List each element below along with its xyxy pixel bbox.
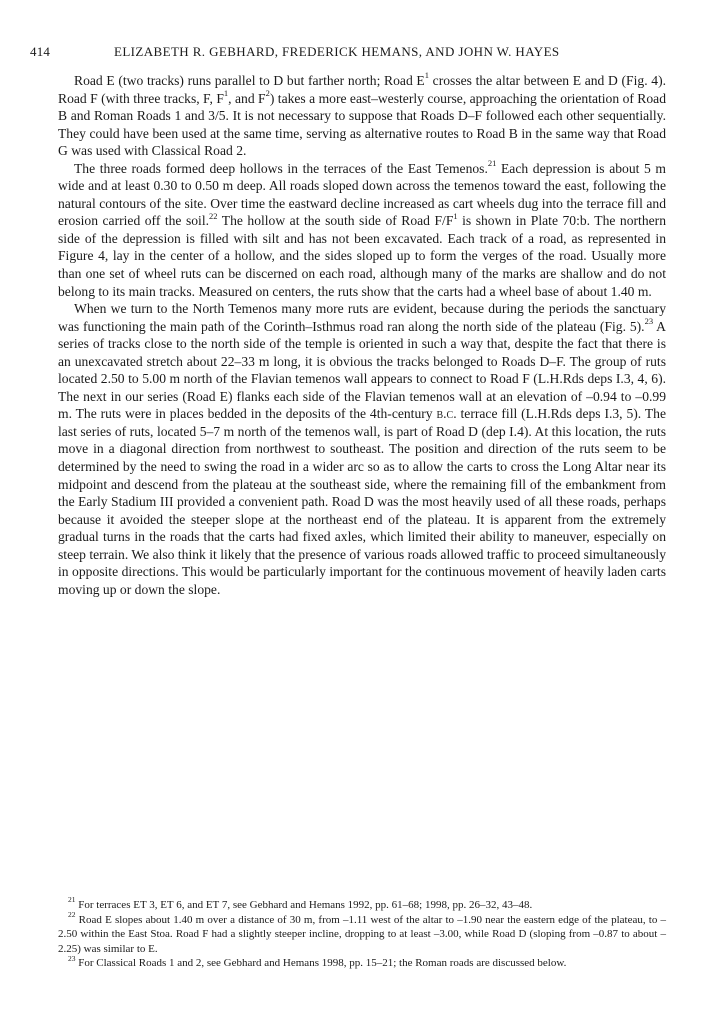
note-reference: 2 bbox=[265, 88, 270, 99]
footnote bbox=[58, 953, 666, 971]
note-reference: 1 bbox=[223, 88, 229, 99]
text-run: crosses the altar between E and D (Fig. 4). Road F (with three tracks, F, F bbox=[58, 73, 666, 106]
note-reference: 22 bbox=[209, 210, 218, 221]
page-number: 414 bbox=[30, 44, 51, 59]
text-run: ) takes a more east–westerly course, approaching the orientation of Road B and Roman Roads 1 and 3/5. It is not necessary to suppose that Roads D–F followed each other sequentially. They could have been used at the same time, serving as alternative routes to Road B in the same way that Road G was used with Classical Road 2. bbox=[58, 90, 666, 159]
note-reference: 21 bbox=[487, 158, 497, 169]
footnote bbox=[58, 909, 666, 957]
text-run: terrace fill (L.H.Rds deps I.3, 5). The last series of ruts, located 5–7 m north of the temenos wall, is part of Road D (dep I.4). At this location, the ruts move in a diagonal direction from northwest to southeast. The position and direction of the ruts seem to be determined by the need to swing the road in a wider arc so as to allow the carts to cross the Long Altar near its midpoint and descend from the plateau at the southeast side, where the remaining fill of the embankment from the Early Stadium III provided a convenient path. Road D was the most heavily used of all these roads, perhaps because it avoided the steeper slope at the northeast end of the plateau. It is apparent from the extremely gradual turns in the roads that the carts had fixed axles, which limited their ability to maneuver, especially on steep terrain. We also think it likely that the presence of various roads allowed traffic to proceed simultaneously in opposite directions. This would be particularly important for the continuous movement of heavily laden carts moving up or down the slope. bbox=[58, 406, 666, 597]
footnotes bbox=[58, 895, 666, 971]
running-head-authors: ELIZABETH R. GEBHARD, FREDERICK HEMANS, AND JOHN W. HAYES bbox=[114, 44, 560, 59]
note-reference: 1 bbox=[453, 210, 458, 221]
text-run: The hollow at the south side of Road F/F bbox=[217, 213, 454, 229]
text-run: is shown in Plate 70:b. The northern side of the depression is filled with silt and has not been excavated. Each track of a road, as represented in Figure 4, lay in the center of a hollow, and the sides sloped up to form the verges of the road. Usually more than one set of wheel ruts can be discerned on each road, although many of the marks are shallow and do not belong to its main tracks. Measured on centers, the ruts show that the carts had a wheel base of about 1.40 m. bbox=[58, 213, 666, 299]
small-caps-text: b.c. bbox=[436, 406, 457, 422]
text-run: Road E slopes about 1.40 m over a distance of 30 m, from –1.11 west of the altar to –1.90 near the eastern edge of the plateau, to –2.50 within the East Stoa. Road F had a slightly steeper incline, dropping to at least –3.00, while Road D (sloping from –0.87 to about –2.25) was similar to E. bbox=[58, 913, 666, 955]
text-run: A series of tracks close to the north side of the temple is oriented in such a way that, despite the fact that there is an unexcavated stretch about 22–33 m long, it is obvious the tracks belonged to Roads D–F. The group of ruts located 2.50 to 5.00 m north of the Flavian temenos wall appears to connect to Road F (L.H.Rds deps I.3, 4, 6). The next in our series (Road E) flanks each side of the Flavian temenos wall at an elevation of –0.94 to –0.99 m. The ruts were in places bedded in the deposits of the 4th-century bbox=[58, 318, 666, 422]
text-run: , and F bbox=[228, 90, 266, 106]
paragraph bbox=[58, 300, 666, 598]
note-reference: 22 bbox=[68, 909, 76, 919]
text-run: Each depression is about 5 m wide and at least 0.30 to 0.50 m deep. All roads sloped down across the temenos toward the east, following the natural contours of the site. Over time the eastward decline increased as cart wheels dug into the terrace fill and erosion carried off the soil. bbox=[58, 160, 666, 229]
paragraph bbox=[58, 72, 666, 160]
text-run: For Classical Roads 1 and 2, see Gebhard and Hemans 1998, pp. 15–21; the Roman roads are discussed below. bbox=[75, 957, 567, 970]
note-reference: 23 bbox=[68, 953, 76, 963]
body-text bbox=[58, 72, 666, 598]
note-reference: 23 bbox=[644, 316, 654, 327]
paragraph bbox=[58, 160, 666, 300]
footnote bbox=[58, 895, 666, 913]
text-run: The three roads formed deep hollows in the terraces of the East Temenos. bbox=[74, 160, 488, 176]
text-run: When we turn to the North Temenos many more ruts are evident, because during the periods the sanctuary was functioning the main path of the Corinth–Isthmus road ran along the north side of the plateau (Fig. 5). bbox=[58, 301, 666, 334]
text-run: For terraces ET 3, ET 6, and ET 7, see Gebhard and Hemans 1992, pp. 61–68; 1998, pp. 26–32, 43–48. bbox=[75, 899, 533, 911]
note-reference: 1 bbox=[424, 70, 429, 81]
note-reference: 21 bbox=[68, 895, 76, 905]
text-run: Road E (two tracks) runs parallel to D but farther north; Road E bbox=[74, 73, 425, 88]
